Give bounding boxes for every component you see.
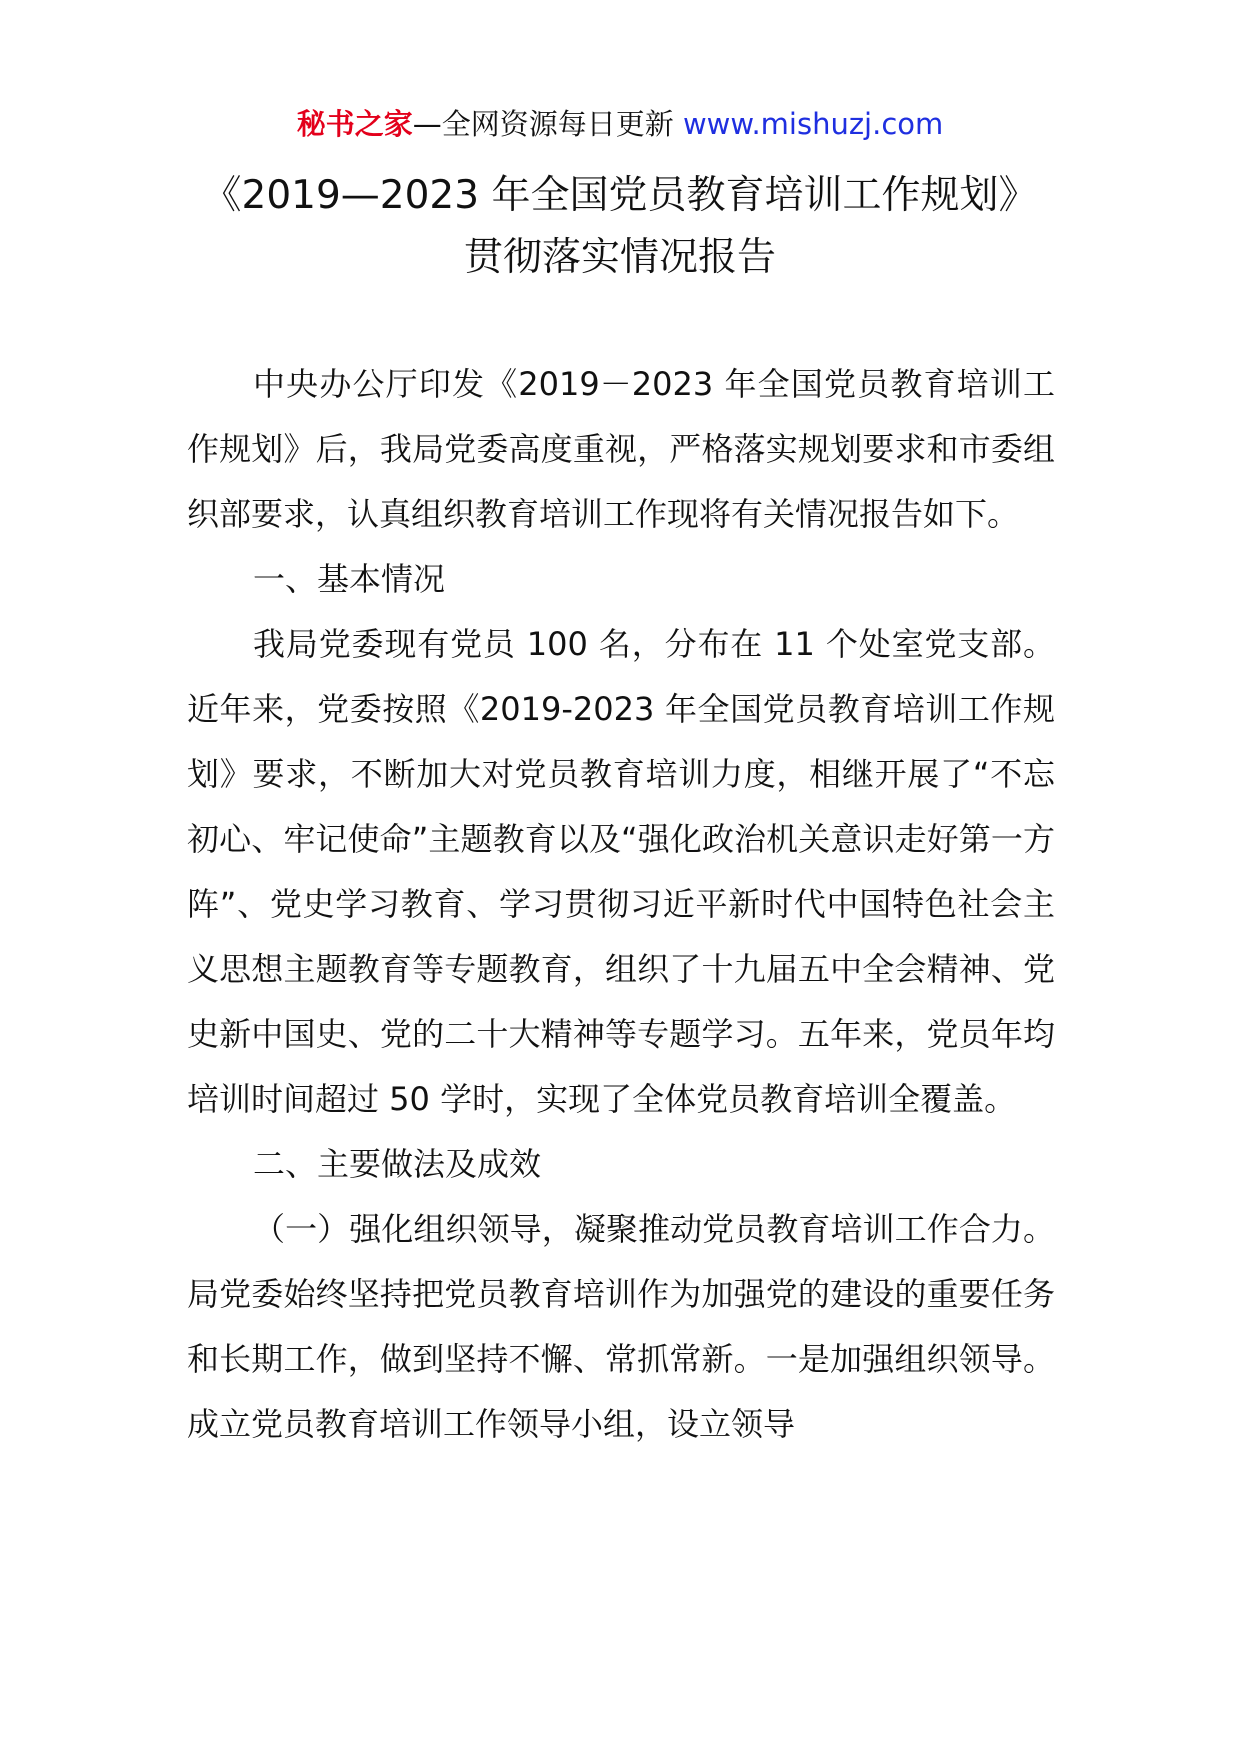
brand-name: 秘书之家 xyxy=(296,107,413,141)
main-practices-paragraph: （一）强化组织领导，凝聚推动党员教育培训工作合力。局党委始终坚持把党员教育培训作为加强党的建设的重要任务和长期工作，做到坚持不懈、常抓常新。一是加强组织领导。成立党员教育培训工作领导小组，设立领导 xyxy=(187,1210,1055,1443)
intro-paragraph: 中央办公厅印发《2019－2023 年全国党员教育培训工作规划》后，我局党委高度重视，严格落实规划要求和市委组织部要求，认真组织教育培训工作现将有关情况报告如下。 xyxy=(187,365,1055,533)
basic-situation-paragraph: 我局党委现有党员 100 名，分布在 11 个处室党支部。近年来，党委按照《2019-2023 年全国党员教育培训工作规划》要求，不断加大对党员教育培训力度，相继开展了“不忘初心、牢记使命”主题教育以及“强化政治机关意识走好第一方阵”、党史学习教育、学习贯彻习近平新时代中国特色社会主义思想主题教育等专题教育，组织了十九届五中全会精神、党史新中国史、党的二十大精神等专题学习。五年来，党员年均培训时间超过 50 学时，实现了全体党员教育培训全覆盖。 xyxy=(187,625,1055,1118)
header-tagline: —全网资源每日更新 xyxy=(412,107,674,141)
source-header xyxy=(0,100,1240,148)
document-body xyxy=(187,352,1055,1457)
section-heading-basic-situation: 一、基本情况 xyxy=(253,560,446,598)
section-heading-main-practices: 二、主要做法及成效 xyxy=(253,1145,542,1183)
document-title-line-2: 贯彻落实情况报告 xyxy=(463,235,776,280)
document-title-line-1: 《2019—2023 年全国党员教育培训工作规划》 xyxy=(202,173,1038,218)
website-link[interactable]: www.mishuzj.com xyxy=(682,107,944,141)
